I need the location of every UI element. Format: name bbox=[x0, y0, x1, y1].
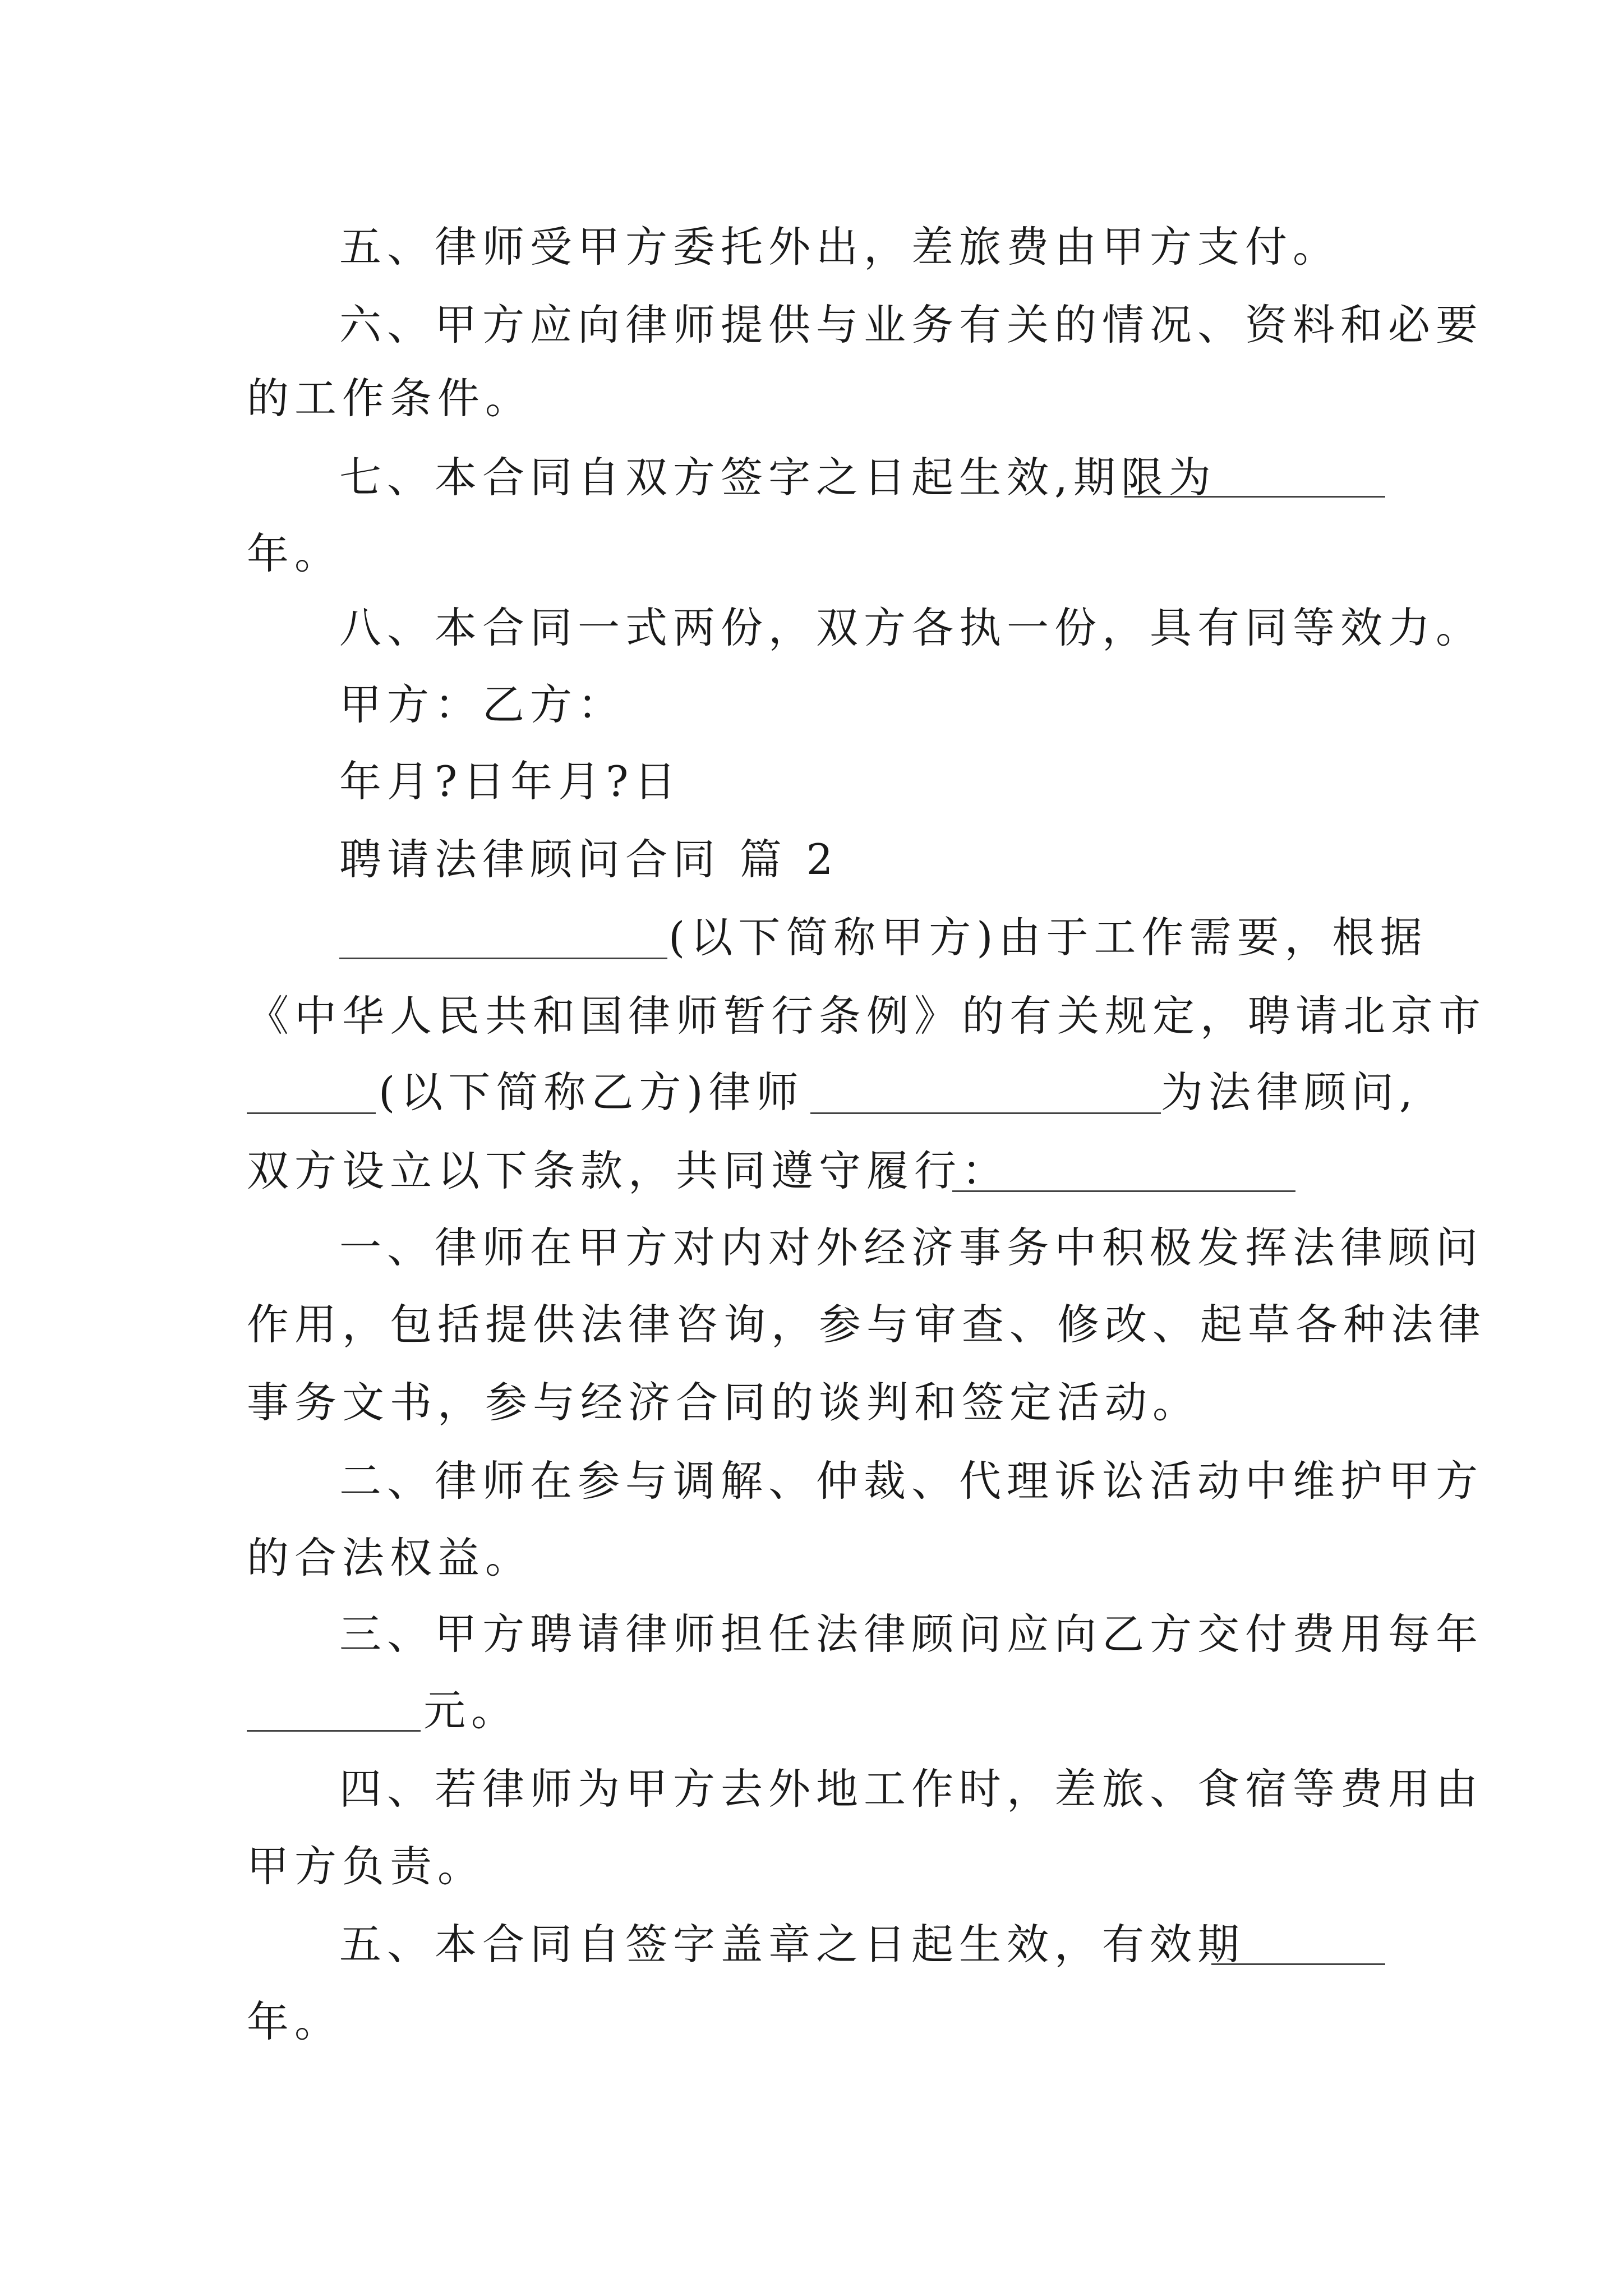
text-line: 甲方：乙方： bbox=[339, 680, 626, 729]
text-line: 三、甲方聘请律师担任法律顾问应向乙方交付费用每年 bbox=[339, 1609, 1484, 1659]
text-line: 甲方负责。 bbox=[247, 1842, 486, 1891]
text-line: 《中华人民共和国律师暂行条例》的有关规定，聘请北京市 bbox=[247, 991, 1487, 1041]
fill-blank[interactable] bbox=[952, 1190, 1295, 1192]
text-line: 五、本合同自签字盖章之日起生效，有效期 bbox=[339, 1920, 1246, 1969]
fill-blank[interactable] bbox=[810, 1112, 1161, 1114]
text-line: 四、若律师为甲方去外地工作时，差旅、食宿等费用由 bbox=[339, 1764, 1484, 1814]
text-line: 六、甲方应向律师提供与业务有关的情况、资料和必要 bbox=[339, 300, 1484, 349]
text-line: 的工作条件。 bbox=[247, 374, 533, 423]
text-line: 为法律顾问, bbox=[1161, 1068, 1418, 1117]
text-line: 二、律师在参与调解、仲裁、代理诉讼活动中维护甲方 bbox=[339, 1456, 1484, 1506]
text-line: 五、律师受甲方委托外出，差旅费由甲方支付。 bbox=[339, 222, 1341, 272]
text-line: 元。 bbox=[423, 1686, 519, 1735]
text-line: 双方设立以下条款，共同遵守履行： bbox=[247, 1146, 1010, 1195]
fill-blank[interactable] bbox=[247, 1112, 376, 1114]
text-line: 年。 bbox=[247, 529, 343, 578]
fill-blank[interactable] bbox=[1124, 496, 1385, 498]
fill-blank[interactable] bbox=[339, 958, 667, 959]
text-line: 年。 bbox=[247, 1997, 343, 2046]
section-heading: 聘请法律顾问合同 篇 2 bbox=[339, 835, 839, 884]
text-line: 七、本合同自双方签字之日起生效,期限为 bbox=[339, 453, 1216, 502]
text-line: 一、律师在甲方对内对外经济事务中积极发挥法律顾问 bbox=[339, 1223, 1484, 1272]
text-line: 作用，包括提供法律咨询，参与审查、修改、起草各种法律 bbox=[247, 1300, 1487, 1349]
fill-blank[interactable] bbox=[247, 1730, 421, 1732]
text-line: (以下简称乙方)律师 bbox=[379, 1068, 804, 1117]
text-line: (以下简称甲方)由于工作需要，根据 bbox=[668, 913, 1428, 962]
fill-blank[interactable] bbox=[1211, 1963, 1385, 1965]
text-line: 八、本合同一式两份，双方各执一份，具有同等效力。 bbox=[339, 603, 1484, 652]
text-line: 的合法权益。 bbox=[247, 1533, 533, 1582]
text-line: 年月?日年月?日 bbox=[339, 757, 682, 806]
text-line: 事务文书，参与经济合同的谈判和签定活动。 bbox=[247, 1378, 1201, 1427]
